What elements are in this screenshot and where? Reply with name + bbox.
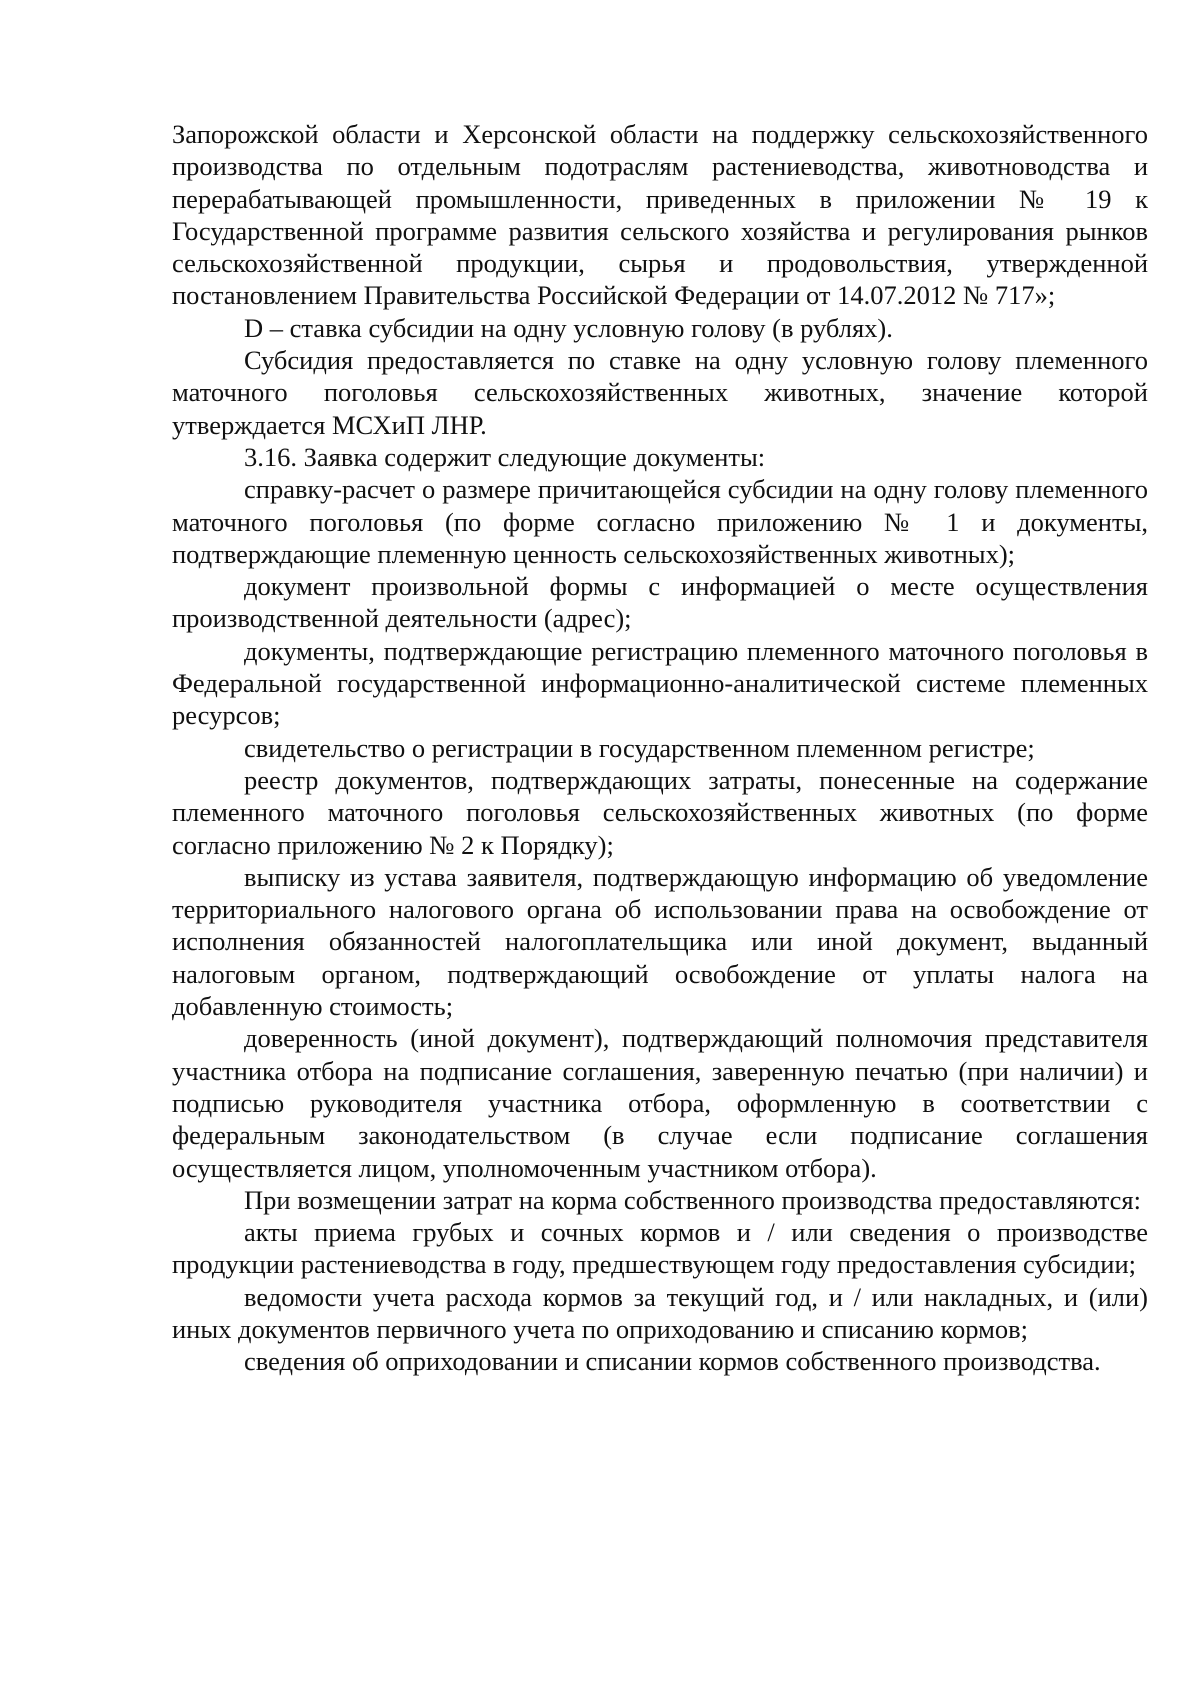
paragraph-charter-extract: выписку из устава заявителя, подтверждающую информацию об уведомление территориального налогового органа об использовании права на освобождение от исполнения обязанностей налогоплательщика или иной документ, выданный налоговым органом, подтверждающий освобождение от уплаты налога на добавленную стоимость; (172, 861, 1148, 1022)
paragraph-feed-accounting: сведения об оприходовании и списании кормов собственного производства. (244, 1346, 1101, 1377)
paragraph-section-3-16: 3.16. Заявка содержит следующие документы: (244, 441, 766, 472)
paragraph-feed-reimbursement: При возмещении затрат на корма собственного производства предоставляются: (244, 1184, 1141, 1215)
paragraph-subsidy-rate: Субсидия предоставляется по ставке на одну условную голову племенного маточного поголовья сельскохозяйственных животных, значение которой утверждается МСХиП ЛНР. (172, 345, 1148, 440)
paragraph-location-document: документ произвольной формы с информацией о месте осуществления производственной деятельности (адрес); (172, 571, 1148, 634)
paragraph-feed-acceptance-acts: акты приема грубых и сочных кормов и / или сведения о производстве продукции растениеводства в году, предшествующем году предоставления субсидии; (172, 1217, 1148, 1280)
paragraph-cost-registry: реестр документов, подтверждающих затраты, понесенные на содержание племенного маточного поголовья сельскохозяйственных животных (по форме согласно приложению № 2 к Порядку); (172, 764, 1148, 860)
paragraph-calculation-certificate: справку-расчет о размере причитающейся субсидии на одну голову племенного маточного поголовья (по форме согласно приложению № 1 и документы, подтверждающие племенную ценность сельскохозяйственных животных); (172, 474, 1148, 569)
document-page (172, 118, 1148, 1378)
paragraph-registry-certificate: свидетельство о регистрации в государственном племенном регистре; (244, 732, 1035, 763)
paragraph-registration-documents: документы, подтверждающие регистрацию племенного маточного поголовья в Федеральной государственной информационно-аналитической системе племенных ресурсов; (172, 635, 1148, 731)
paragraph-continuation: Запорожской области и Херсонской области на поддержку сельскохозяйственного производства по отдельным подотраслям растениеводства, животноводства и перерабатывающей промышленности, приведенных в приложении № 19 к Государственной программе развития сельского хозяйства и регулирования рынков сельскохозяйственной продукции, сырья и продовольствия, утвержденной постановлением Правительства Российской Федерации от 14.07.2012 № 717»; (172, 119, 1148, 311)
paragraph-power-of-attorney: доверенность (иной документ), подтверждающий полномочия представителя участника отбора на подписание соглашения, заверенную печатью (при наличии) и подписью руководителя участника отбора, оформленную в соответствии с федеральным законодательством (в случае если подписание соглашения осуществляется лицом, уполномоченным участником отбора). (172, 1023, 1148, 1183)
paragraph-rate-definition: D – ставка субсидии на одну условную голову (в рублях). (244, 312, 893, 343)
paragraph-feed-consumption-records: ведомости учета расхода кормов за текущий год, и / или накладных, и (или) иных документов первичного учета по оприходованию и списанию кормов; (172, 1281, 1148, 1344)
